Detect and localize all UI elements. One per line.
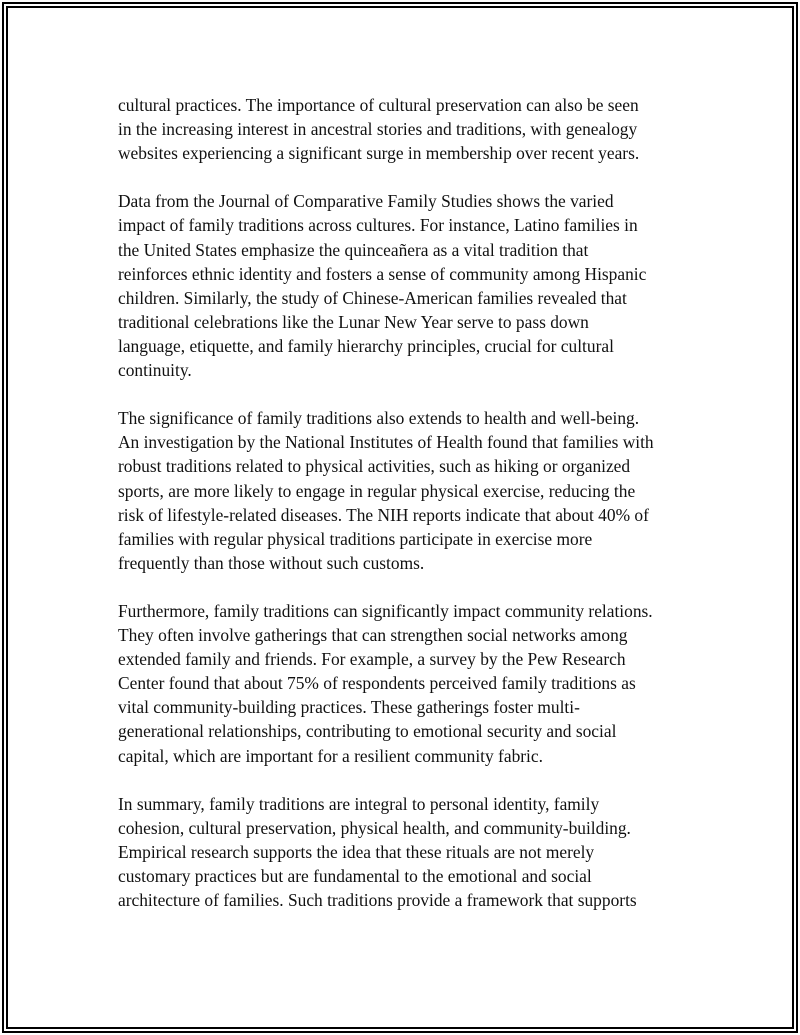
- text-line: sports, are more likely to engage in regular physical exercise, reducing the: [118, 480, 636, 501]
- text-line: cohesion, cultural preservation, physical health, and community-building.: [118, 817, 631, 838]
- paragraph-comparative-studies: [118, 189, 718, 382]
- text-line: An investigation by the National Institutes of Health found that families with: [118, 432, 654, 453]
- text-line: In summary, family traditions are integral to personal identity, family: [118, 793, 600, 814]
- text-line: generational relationships, contributing to emotional security and social: [118, 721, 617, 742]
- text-line: traditional celebrations like the Lunar New Year serve to pass down: [118, 311, 589, 332]
- paragraph-community-relations: [118, 599, 718, 768]
- paragraph-health-wellbeing: [118, 406, 718, 575]
- text-line: Furthermore, family traditions can significantly impact community relations.: [118, 600, 653, 621]
- text-line: Empirical research supports the idea that these rituals are not merely: [118, 841, 595, 862]
- text-line: in the increasing interest in ancestral stories and traditions, with genealogy: [118, 119, 638, 140]
- text-line: language, etiquette, and family hierarchy principles, crucial for cultural: [118, 335, 614, 356]
- text-line: The significance of family traditions also extends to health and well-being.: [118, 408, 640, 429]
- text-line: children. Similarly, the study of Chinese-American families revealed that: [118, 287, 627, 308]
- text-line: websites experiencing a significant surge in membership over recent years.: [118, 143, 640, 164]
- text-line: impact of family traditions across cultures. For instance, Latino families in: [118, 215, 638, 236]
- text-line: cultural practices. The importance of cultural preservation can also be seen: [118, 95, 639, 115]
- document-body: [118, 93, 718, 912]
- text-line: customary practices but are fundamental to the emotional and social: [118, 866, 592, 886]
- paragraph-cultural-preservation: [118, 93, 718, 165]
- text-line: the United States emphasize the quinceañera as a vital tradition that: [118, 239, 589, 260]
- paragraph-summary: [118, 792, 718, 912]
- text-line: reinforces ethnic identity and fosters a sense of community among Hispanic: [118, 263, 647, 284]
- text-line: architecture of families. Such traditions provide a framework that supports: [118, 890, 637, 911]
- text-line: risk of lifestyle-related diseases. The NIH reports indicate that about 40% of: [118, 504, 649, 525]
- text-line: They often involve gatherings that can strengthen social networks among: [118, 625, 628, 646]
- text-line: Center found that about 75% of respondents perceived family traditions as: [118, 673, 636, 694]
- text-line: vital community-building practices. These gatherings foster multi-: [118, 697, 580, 718]
- text-line: frequently than those without such customs.: [118, 552, 425, 573]
- text-line: Data from the Journal of Comparative Family Studies shows the varied: [118, 191, 614, 212]
- text-line: extended family and friends. For example, a survey by the Pew Research: [118, 649, 626, 670]
- text-line: continuity.: [118, 360, 192, 381]
- text-line: capital, which are important for a resilient community fabric.: [118, 745, 543, 766]
- text-line: families with regular physical traditions participate in exercise more: [118, 528, 593, 549]
- text-line: robust traditions related to physical activities, such as hiking or organized: [118, 456, 631, 477]
